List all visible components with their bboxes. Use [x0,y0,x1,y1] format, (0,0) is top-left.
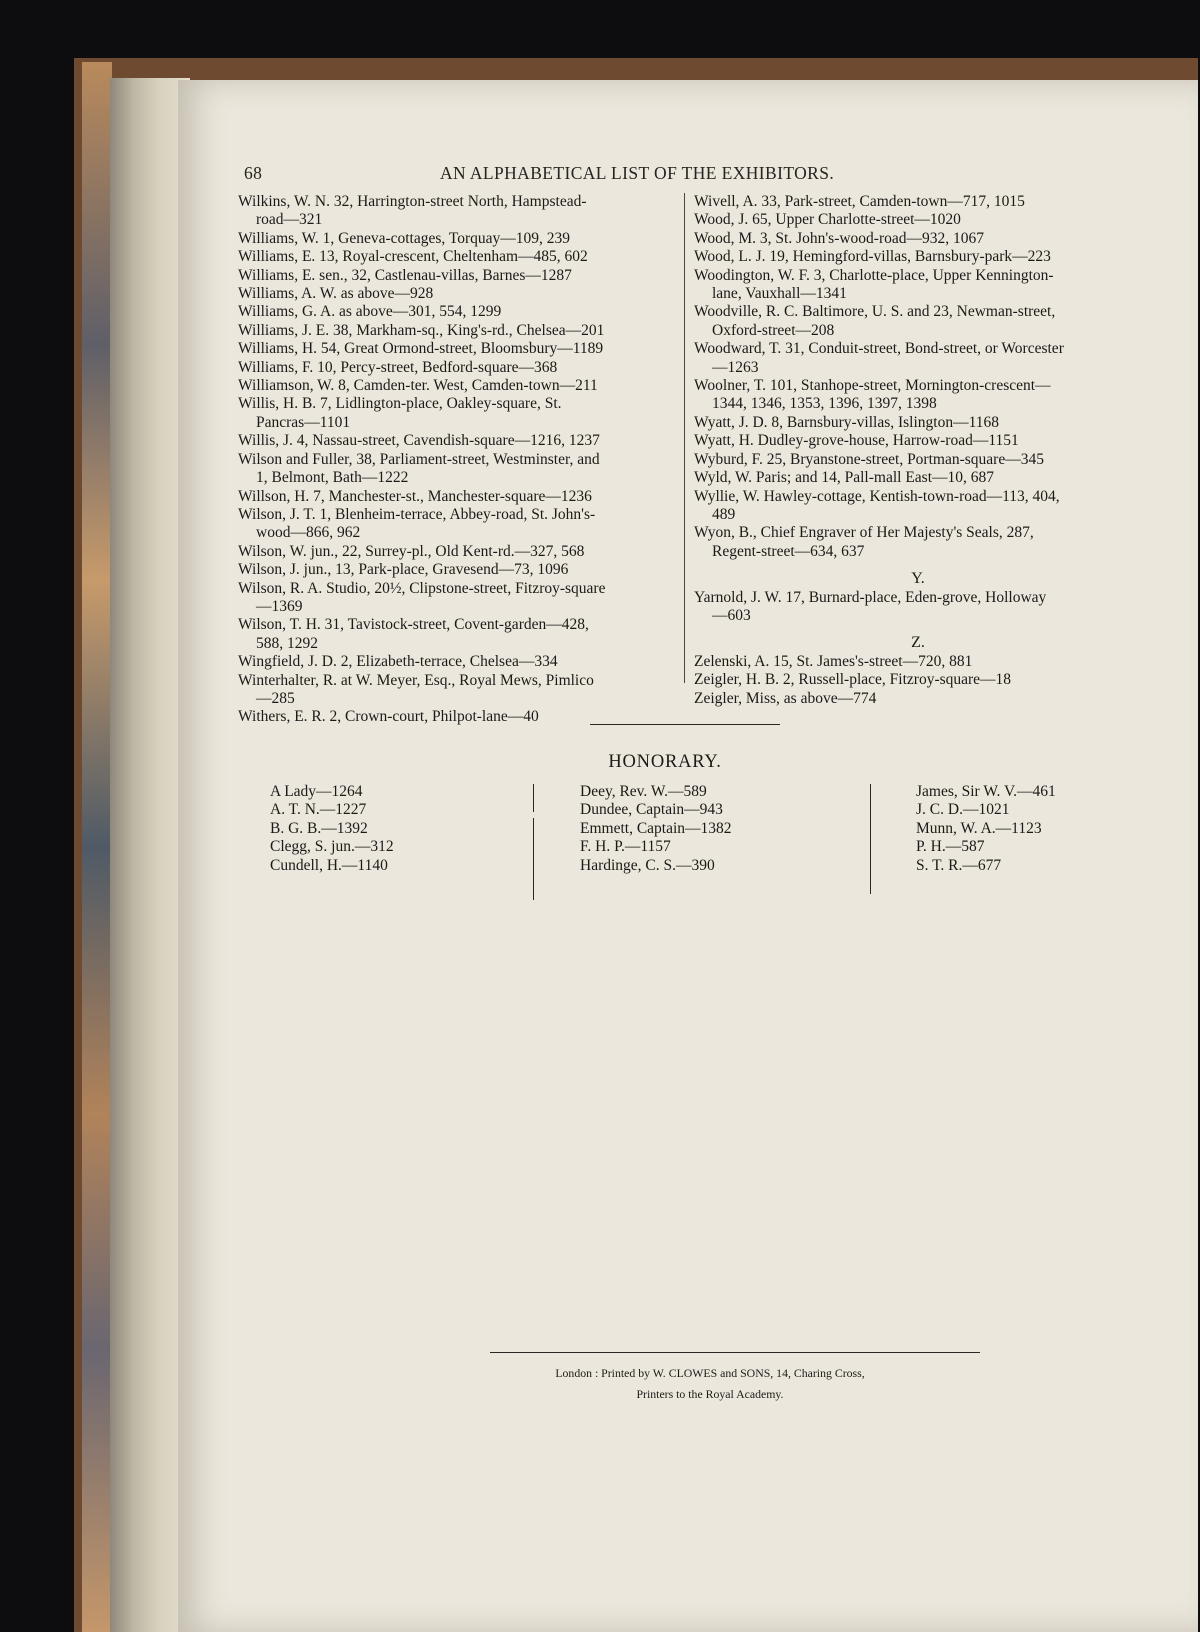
entry-text: Wood, J. 65, Upper Charlotte-street—1020 [694,211,961,229]
entry-text: Wilson, R. A. Studio, 20½, Clipstone-street, Fitzroy-square [238,579,606,597]
entry-continuation: —603 [712,606,751,624]
entry-continuation: —1369 [256,597,303,615]
exhibitor-entry [694,211,1142,229]
exhibitor-entry [238,193,681,230]
exhibitor-entry [238,488,681,506]
entry-text: Williams, A. W. as above—928 [238,285,434,303]
entry-text: Williams, W. 1, Geneva-cottages, Torquay—109, 239 [238,229,571,247]
entry-text: Willson, H. 7, Manchester-st., Manchester-square—1236 [238,487,592,505]
exhibitor-entry [238,285,681,303]
entries-y [694,589,1142,626]
honorary-entry: Hardinge, C. S.—390 [580,856,715,874]
exhibitor-entry [238,432,681,450]
entry-continuation: —1263 [712,358,759,376]
exhibitor-entry [694,303,1142,340]
section-letter-z: Z. [911,634,925,652]
honorary-title: HONORARY. [608,752,722,772]
exhibitor-entry [238,230,681,248]
entry-text: Woolner, T. 101, Stanhope-street, Mornington-crescent— [694,377,1051,395]
exhibitor-entry [694,451,1142,469]
honorary-entry: A. T. N.—1227 [270,801,367,819]
entry-text: Williamson, W. 8, Camden-ter. West, Camden-town—211 [238,377,598,395]
exhibitor-entry [238,267,681,285]
exhibitor-entry [238,561,681,579]
exhibitor-entry [694,267,1142,304]
entry-text: Wyllie, W. Hawley-cottage, Kentish-town-road—113, 404, [694,487,1060,505]
entry-continuation: lane, Vauxhall—1341 [712,285,847,303]
running-title: AN ALPHABETICAL LIST OF THE EXHIBITORS. [440,163,835,183]
exhibitor-entry [238,653,681,671]
entry-text: Williams, G. A. as above—301, 554, 1299 [238,303,502,321]
honorary-entry: S. T. R.—677 [916,856,1002,874]
entries-z [694,653,1142,708]
entry-text: Wyatt, J. D. 8, Barnsbury-villas, Islington—1168 [694,413,1000,431]
right-column [694,193,1142,708]
entries-w [694,193,1142,561]
exhibitor-entry [238,506,681,543]
entry-text: Williams, E. sen., 32, Castlenau-villas, Barnes—1287 [238,266,572,284]
imprint-line-1: London : Printed by W. CLOWES and SONS, 14, Charing Cross, [555,1366,865,1380]
exhibitor-entry [238,395,681,432]
entry-text: Wyburd, F. 25, Bryanstone-street, Portman-square—345 [694,450,1044,468]
honorary-column-1 [270,783,394,875]
exhibitor-entry [694,653,1142,671]
entry-text: Williams, H. 54, Great Ormond-street, Bloomsbury—1189 [238,340,604,358]
exhibitor-entry [694,230,1142,248]
entry-text: Wyon, B., Chief Engraver of Her Majesty's Seals, 287, [694,524,1034,542]
honorary-entry: Cundell, H.—1140 [270,856,388,874]
entry-continuation: 489 [712,505,736,523]
entry-text: Wood, L. J. 19, Hemingford-villas, Barnsbury-park—223 [694,248,1051,266]
marbled-endpaper [82,62,112,1632]
column-divider [684,193,685,683]
entry-text: Wilson, W. jun., 22, Surrey-pl., Old Kent-rd.—327, 568 [238,542,585,560]
entry-text: Willis, H. B. 7, Lidlington-place, Oakley-square, St. [238,395,562,413]
entry-text: Williams, J. E. 38, Markham-sq., King's-rd., Chelsea—201 [238,321,605,339]
entry-text: Zeigler, H. B. 2, Russell-place, Fitzroy-square—18 [694,671,1012,689]
exhibitor-entry [694,589,1142,626]
entry-continuation: road—321 [256,211,323,229]
honorary-entry: Emmett, Captain—1382 [580,819,732,837]
entry-text: Wilson, J. jun., 13, Park-place, Gravesend—73, 1096 [238,561,569,579]
exhibitor-entry [238,672,681,709]
entry-continuation: 1, Belmont, Bath—1222 [256,469,409,487]
entry-text: Woodville, R. C. Baltimore, U. S. and 23, Newman-street, [694,303,1056,321]
entry-text: Williams, E. 13, Royal-crescent, Cheltenham—485, 602 [238,248,588,266]
exhibitor-entry [694,524,1142,561]
honorary-entry: A Lady—1264 [270,783,363,800]
honorary-entry: P. H.—587 [916,838,985,856]
entry-text: Wyatt, H. Dudley-grove-house, Harrow-road—1151 [694,432,1019,450]
exhibitor-entry [238,451,681,488]
entry-text: Withers, E. R. 2, Crown-court, Philpot-lane—40 [238,708,539,726]
exhibitor-entry [238,340,681,358]
honorary-entry: Deey, Rev. W.—589 [580,783,707,800]
entry-text: Wivell, A. 33, Park-street, Camden-town—717, 1015 [694,193,1025,210]
exhibitor-entry [694,671,1142,689]
honorary-column-3 [916,783,1056,875]
entry-continuation: Oxford-street—208 [712,321,835,339]
exhibitor-entry [694,248,1142,266]
exhibitor-entry [694,690,1142,708]
exhibitor-entry [694,340,1142,377]
exhibitor-entry [694,414,1142,432]
entry-text: Wilson, J. T. 1, Blenheim-terrace, Abbey-road, St. John's- [238,505,596,523]
honorary-column-2 [580,783,732,875]
exhibitor-entry [238,322,681,340]
honorary-entry: B. G. B.—1392 [270,819,368,837]
entry-continuation: 1344, 1346, 1353, 1396, 1397, 1398 [712,395,937,413]
entry-continuation: Regent-street—634, 637 [712,542,865,560]
entry-text: Wilkins, W. N. 32, Harrington-street North, Hampstead- [238,193,587,210]
exhibitor-entry [694,377,1142,414]
exhibitor-entry [238,377,681,395]
honorary-divider-2 [870,784,871,894]
honorary-entry: J. C. D.—1021 [916,801,1010,819]
honorary-entry: Munn, W. A.—1123 [916,819,1042,837]
entry-text: Zeigler, Miss, as above—774 [694,689,877,707]
exhibitor-entry [694,488,1142,525]
honorary-entry: Dundee, Captain—943 [580,801,723,819]
exhibitor-entry [238,543,681,561]
entry-text: Wood, M. 3, St. John's-wood-road—932, 1067 [694,229,985,247]
exhibitor-entry [238,616,681,653]
entry-text: Woodington, W. F. 3, Charlotte-place, Upper Kennington- [694,266,1054,284]
exhibitor-entry [694,432,1142,450]
left-column [238,193,681,727]
exhibitor-entry [694,193,1142,211]
entry-text: Wingfield, J. D. 2, Elizabeth-terrace, Chelsea—334 [238,653,558,671]
section-letter-y: Y. [911,570,925,588]
honorary-divider-1a [533,784,534,812]
entry-text: Yarnold, J. W. 17, Burnard-place, Eden-grove, Holloway [694,588,1047,606]
entry-text: Willis, J. 4, Nassau-street, Cavendish-square—1216, 1237 [238,432,600,450]
entry-continuation: Pancras—1101 [256,413,351,431]
entry-continuation: wood—866, 962 [256,524,361,542]
honorary-divider-1b [533,818,534,900]
entry-continuation: 588, 1292 [256,634,318,652]
exhibitor-entry [238,248,681,266]
page-number: 68 [244,163,263,183]
entry-text: Wilson and Fuller, 38, Parliament-street, Westminster, and [238,450,600,468]
entry-text: Woodward, T. 31, Conduit-street, Bond-street, or Worcester [694,340,1064,358]
imprint-rule [490,1352,980,1353]
entry-continuation: —285 [256,689,295,707]
entry-text: Wyld, W. Paris; and 14, Pall-mall East—10, 687 [694,469,995,487]
exhibitor-entry [238,359,681,377]
exhibitor-entry [238,303,681,321]
entry-text: Zelenski, A. 15, St. James's-street—720, 881 [694,652,973,670]
honorary-entry: James, Sir W. V.—461 [916,783,1056,800]
entry-text: Wilson, T. H. 31, Tavistock-street, Covent-garden—428, [238,616,589,634]
honorary-entry: Clegg, S. jun.—312 [270,838,394,856]
entry-text: Williams, F. 10, Percy-street, Bedford-square—368 [238,358,558,376]
honorary-entry: F. H. P.—1157 [580,838,671,856]
exhibitor-entry [238,580,681,617]
imprint-line-2: Printers to the Royal Academy. [636,1387,784,1401]
section-rule [590,724,780,725]
exhibitor-entry [694,469,1142,487]
running-head [244,163,1144,187]
entry-text: Winterhalter, R. at W. Meyer, Esq., Royal Mews, Pimlico [238,671,594,689]
